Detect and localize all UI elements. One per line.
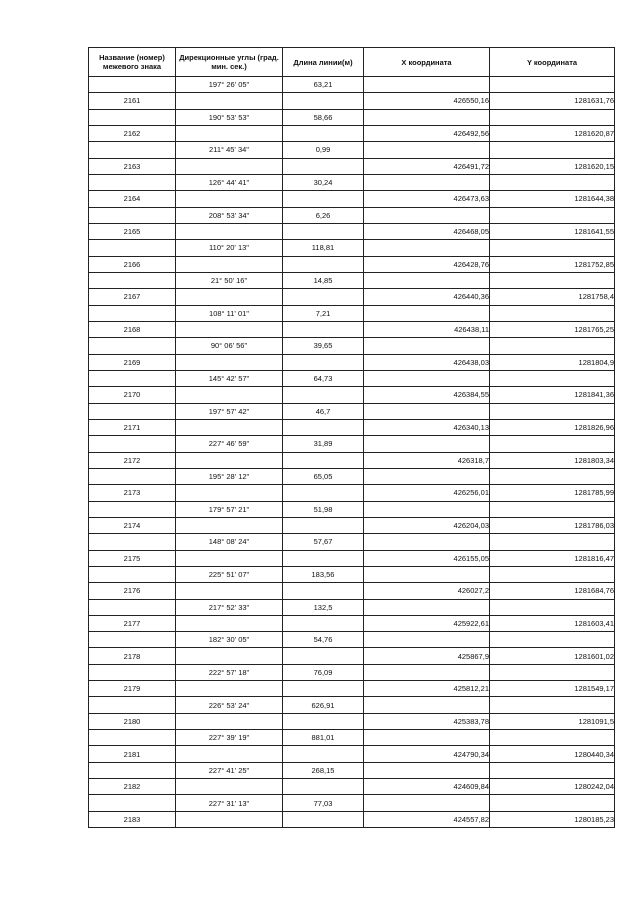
header-line-length: Длина линии(м) — [283, 48, 364, 77]
mark-name-cell — [89, 501, 176, 517]
x-coordinate-cell: 425383,78 — [364, 713, 490, 729]
direction-angle-cell — [176, 615, 283, 631]
header-x-coordinate: X координата — [364, 48, 490, 77]
table-row — [89, 795, 615, 811]
y-coordinate-cell — [490, 77, 615, 93]
header-row — [89, 48, 615, 77]
y-coordinate-cell — [490, 664, 615, 680]
direction-angle-cell: 195° 28' 12" — [176, 468, 283, 484]
mark-name-cell: 2172 — [89, 452, 176, 468]
table-row — [89, 762, 615, 778]
y-coordinate-cell: 1281752,85 — [490, 256, 615, 272]
mark-name-cell: 2175 — [89, 550, 176, 566]
y-coordinate-cell — [490, 142, 615, 158]
line-length-cell — [283, 223, 364, 239]
y-coordinate-cell: 1281641,55 — [490, 223, 615, 239]
direction-angle-cell — [176, 158, 283, 174]
mark-name-cell — [89, 109, 176, 125]
direction-angle-cell — [176, 289, 283, 305]
direction-angle-cell — [176, 387, 283, 403]
direction-angle-cell — [176, 256, 283, 272]
line-length-cell: 626,91 — [283, 697, 364, 713]
line-length-cell — [283, 779, 364, 795]
x-coordinate-cell — [364, 305, 490, 321]
direction-angle-cell — [176, 550, 283, 566]
y-coordinate-cell — [490, 632, 615, 648]
table-row — [89, 305, 615, 321]
line-length-cell: 183,56 — [283, 566, 364, 582]
line-length-cell: 39,65 — [283, 338, 364, 354]
y-coordinate-cell: 1281826,96 — [490, 419, 615, 435]
table-row — [89, 648, 615, 664]
x-coordinate-cell — [364, 77, 490, 93]
line-length-cell: 54,76 — [283, 632, 364, 648]
y-coordinate-cell: 1281765,25 — [490, 321, 615, 337]
line-length-cell: 118,81 — [283, 240, 364, 256]
table-row — [89, 664, 615, 680]
x-coordinate-cell — [364, 762, 490, 778]
direction-angle-cell: 148° 08' 24" — [176, 534, 283, 550]
mark-name-cell: 2168 — [89, 321, 176, 337]
x-coordinate-cell: 424790,34 — [364, 746, 490, 762]
mark-name-cell — [89, 77, 176, 93]
direction-angle-cell: 21° 50' 16" — [176, 272, 283, 288]
mark-name-cell — [89, 697, 176, 713]
y-coordinate-cell: 1280242,04 — [490, 779, 615, 795]
direction-angle-cell: 222° 57' 18" — [176, 664, 283, 680]
x-coordinate-cell — [364, 534, 490, 550]
direction-angle-cell: 145° 42' 57" — [176, 370, 283, 386]
direction-angle-cell: 225° 51' 07" — [176, 566, 283, 582]
direction-angle-cell: 227° 39' 19" — [176, 730, 283, 746]
direction-angle-cell: 227° 46' 59" — [176, 436, 283, 452]
direction-angle-cell: 197° 26' 05" — [176, 77, 283, 93]
mark-name-cell — [89, 664, 176, 680]
x-coordinate-cell: 426438,03 — [364, 354, 490, 370]
x-coordinate-cell — [364, 142, 490, 158]
x-coordinate-cell — [364, 338, 490, 354]
mark-name-cell — [89, 272, 176, 288]
table-row — [89, 746, 615, 762]
mark-name-cell — [89, 534, 176, 550]
line-length-cell: 6,26 — [283, 207, 364, 223]
y-coordinate-cell: 1281620,15 — [490, 158, 615, 174]
mark-name-cell: 2177 — [89, 615, 176, 631]
y-coordinate-cell — [490, 436, 615, 452]
x-coordinate-cell: 426384,55 — [364, 387, 490, 403]
direction-angle-cell: 179° 57' 21" — [176, 501, 283, 517]
mark-name-cell: 2165 — [89, 223, 176, 239]
mark-name-cell — [89, 207, 176, 223]
x-coordinate-cell: 426256,01 — [364, 485, 490, 501]
table-row — [89, 501, 615, 517]
direction-angle-cell: 208° 53' 34" — [176, 207, 283, 223]
x-coordinate-cell — [364, 795, 490, 811]
direction-angle-cell: 227° 31' 13" — [176, 795, 283, 811]
mark-name-cell — [89, 338, 176, 354]
line-length-cell — [283, 583, 364, 599]
y-coordinate-cell — [490, 534, 615, 550]
table-row — [89, 811, 615, 827]
direction-angle-cell: 217° 52' 33" — [176, 599, 283, 615]
line-length-cell — [283, 387, 364, 403]
mark-name-cell: 2174 — [89, 517, 176, 533]
direction-angle-cell: 182° 30' 05" — [176, 632, 283, 648]
y-coordinate-cell: 1280440,34 — [490, 746, 615, 762]
mark-name-cell — [89, 436, 176, 452]
x-coordinate-cell: 426027,2 — [364, 583, 490, 599]
direction-angle-cell — [176, 125, 283, 141]
direction-angle-cell: 226° 53' 24" — [176, 697, 283, 713]
table-row — [89, 517, 615, 533]
table-row — [89, 485, 615, 501]
table-row — [89, 534, 615, 550]
table-row — [89, 452, 615, 468]
x-coordinate-cell: 426438,11 — [364, 321, 490, 337]
x-coordinate-cell: 426318,7 — [364, 452, 490, 468]
mark-name-cell: 2176 — [89, 583, 176, 599]
x-coordinate-cell: 425922,61 — [364, 615, 490, 631]
line-length-cell: 268,15 — [283, 762, 364, 778]
table-row — [89, 125, 615, 141]
y-coordinate-cell — [490, 795, 615, 811]
y-coordinate-cell — [490, 370, 615, 386]
line-length-cell: 46,7 — [283, 403, 364, 419]
mark-name-cell — [89, 762, 176, 778]
x-coordinate-cell: 426440,36 — [364, 289, 490, 305]
direction-angle-cell: 126° 44' 41" — [176, 174, 283, 190]
line-length-cell — [283, 485, 364, 501]
line-length-cell: 14,85 — [283, 272, 364, 288]
y-coordinate-cell — [490, 305, 615, 321]
table-row — [89, 615, 615, 631]
table-row — [89, 419, 615, 435]
line-length-cell: 0,99 — [283, 142, 364, 158]
y-coordinate-cell: 1281631,76 — [490, 93, 615, 109]
y-coordinate-cell: 1280185,23 — [490, 811, 615, 827]
x-coordinate-cell — [364, 174, 490, 190]
direction-angle-cell — [176, 223, 283, 239]
mark-name-cell: 2166 — [89, 256, 176, 272]
direction-angle-cell — [176, 583, 283, 599]
y-coordinate-cell: 1281786,03 — [490, 517, 615, 533]
table-row — [89, 387, 615, 403]
table-body — [89, 77, 615, 828]
mark-name-cell — [89, 599, 176, 615]
y-coordinate-cell: 1281684,76 — [490, 583, 615, 599]
line-length-cell — [283, 158, 364, 174]
table-row — [89, 272, 615, 288]
y-coordinate-cell — [490, 599, 615, 615]
header-y-coordinate: Y координата — [490, 48, 615, 77]
line-length-cell: 77,03 — [283, 795, 364, 811]
table-row — [89, 191, 615, 207]
line-length-cell: 7,21 — [283, 305, 364, 321]
header-mark-name: Название (номер) межевого знака — [89, 48, 176, 77]
table-row — [89, 321, 615, 337]
direction-angle-cell: 211° 45' 34" — [176, 142, 283, 158]
table-row — [89, 697, 615, 713]
x-coordinate-cell — [364, 403, 490, 419]
table-row — [89, 158, 615, 174]
table-row — [89, 681, 615, 697]
direction-angle-cell — [176, 419, 283, 435]
table-row — [89, 370, 615, 386]
mark-name-cell — [89, 370, 176, 386]
x-coordinate-cell: 425867,9 — [364, 648, 490, 664]
table-row — [89, 583, 615, 599]
line-length-cell: 58,66 — [283, 109, 364, 125]
mark-name-cell: 2181 — [89, 746, 176, 762]
y-coordinate-cell — [490, 338, 615, 354]
y-coordinate-cell — [490, 240, 615, 256]
direction-angle-cell — [176, 779, 283, 795]
line-length-cell: 881,01 — [283, 730, 364, 746]
table-row — [89, 632, 615, 648]
x-coordinate-cell: 426428,76 — [364, 256, 490, 272]
mark-name-cell: 2163 — [89, 158, 176, 174]
mark-name-cell: 2180 — [89, 713, 176, 729]
table-row — [89, 354, 615, 370]
y-coordinate-cell: 1281549,17 — [490, 681, 615, 697]
mark-name-cell: 2178 — [89, 648, 176, 664]
mark-name-cell — [89, 403, 176, 419]
direction-angle-cell — [176, 93, 283, 109]
line-length-cell — [283, 419, 364, 435]
x-coordinate-cell: 426204,03 — [364, 517, 490, 533]
table-row — [89, 730, 615, 746]
direction-angle-cell — [176, 681, 283, 697]
line-length-cell: 51,98 — [283, 501, 364, 517]
mark-name-cell — [89, 142, 176, 158]
x-coordinate-cell — [364, 632, 490, 648]
y-coordinate-cell: 1281644,38 — [490, 191, 615, 207]
line-length-cell: 64,73 — [283, 370, 364, 386]
direction-angle-cell — [176, 485, 283, 501]
table-row — [89, 256, 615, 272]
mark-name-cell: 2164 — [89, 191, 176, 207]
table-row — [89, 240, 615, 256]
x-coordinate-cell: 426492,56 — [364, 125, 490, 141]
y-coordinate-cell: 1281758,4 — [490, 289, 615, 305]
table-row — [89, 223, 615, 239]
x-coordinate-cell: 426340,13 — [364, 419, 490, 435]
line-length-cell — [283, 256, 364, 272]
table-row — [89, 713, 615, 729]
direction-angle-cell — [176, 713, 283, 729]
table-row — [89, 566, 615, 582]
line-length-cell — [283, 713, 364, 729]
line-length-cell — [283, 125, 364, 141]
direction-angle-cell: 110° 20' 13" — [176, 240, 283, 256]
x-coordinate-cell — [364, 730, 490, 746]
y-coordinate-cell: 1281601,02 — [490, 648, 615, 664]
x-coordinate-cell — [364, 501, 490, 517]
x-coordinate-cell — [364, 436, 490, 452]
table-row — [89, 109, 615, 125]
x-coordinate-cell — [364, 240, 490, 256]
y-coordinate-cell — [490, 697, 615, 713]
y-coordinate-cell: 1281804,9 — [490, 354, 615, 370]
x-coordinate-cell: 425812,21 — [364, 681, 490, 697]
line-length-cell — [283, 517, 364, 533]
mark-name-cell: 2173 — [89, 485, 176, 501]
mark-name-cell — [89, 632, 176, 648]
table-row — [89, 599, 615, 615]
table-row — [89, 93, 615, 109]
mark-name-cell — [89, 468, 176, 484]
x-coordinate-cell — [364, 468, 490, 484]
x-coordinate-cell — [364, 697, 490, 713]
mark-name-cell — [89, 566, 176, 582]
y-coordinate-cell — [490, 468, 615, 484]
table-row — [89, 174, 615, 190]
line-length-cell: 30,24 — [283, 174, 364, 190]
line-length-cell — [283, 648, 364, 664]
x-coordinate-cell — [364, 599, 490, 615]
mark-name-cell — [89, 240, 176, 256]
x-coordinate-cell — [364, 207, 490, 223]
x-coordinate-cell — [364, 272, 490, 288]
direction-angle-cell — [176, 191, 283, 207]
mark-name-cell: 2179 — [89, 681, 176, 697]
table-header — [89, 48, 615, 77]
line-length-cell — [283, 746, 364, 762]
y-coordinate-cell — [490, 403, 615, 419]
line-length-cell — [283, 681, 364, 697]
line-length-cell — [283, 550, 364, 566]
line-length-cell — [283, 452, 364, 468]
y-coordinate-cell — [490, 730, 615, 746]
y-coordinate-cell: 1281603,41 — [490, 615, 615, 631]
y-coordinate-cell: 1281803,34 — [490, 452, 615, 468]
y-coordinate-cell — [490, 272, 615, 288]
direction-angle-cell — [176, 321, 283, 337]
mark-name-cell — [89, 305, 176, 321]
mark-name-cell: 2170 — [89, 387, 176, 403]
line-length-cell — [283, 811, 364, 827]
line-length-cell: 76,09 — [283, 664, 364, 680]
direction-angle-cell: 197° 57' 42" — [176, 403, 283, 419]
line-length-cell — [283, 93, 364, 109]
x-coordinate-cell — [364, 370, 490, 386]
mark-name-cell: 2171 — [89, 419, 176, 435]
y-coordinate-cell: 1281091,5 — [490, 713, 615, 729]
line-length-cell — [283, 321, 364, 337]
y-coordinate-cell — [490, 207, 615, 223]
mark-name-cell — [89, 730, 176, 746]
line-length-cell: 132,5 — [283, 599, 364, 615]
direction-angle-cell — [176, 746, 283, 762]
x-coordinate-cell — [364, 566, 490, 582]
line-length-cell: 63,21 — [283, 77, 364, 93]
table-row — [89, 77, 615, 93]
mark-name-cell: 2182 — [89, 779, 176, 795]
table-row — [89, 207, 615, 223]
mark-name-cell: 2167 — [89, 289, 176, 305]
y-coordinate-cell — [490, 762, 615, 778]
y-coordinate-cell: 1281841,36 — [490, 387, 615, 403]
table-row — [89, 468, 615, 484]
direction-angle-cell — [176, 811, 283, 827]
direction-angle-cell: 90° 06' 56" — [176, 338, 283, 354]
x-coordinate-cell: 424557,82 — [364, 811, 490, 827]
line-length-cell: 31,89 — [283, 436, 364, 452]
mark-name-cell: 2169 — [89, 354, 176, 370]
x-coordinate-cell: 426550,16 — [364, 93, 490, 109]
y-coordinate-cell — [490, 174, 615, 190]
direction-angle-cell — [176, 354, 283, 370]
x-coordinate-cell: 424609,84 — [364, 779, 490, 795]
table-row — [89, 550, 615, 566]
x-coordinate-cell: 426155,05 — [364, 550, 490, 566]
y-coordinate-cell — [490, 109, 615, 125]
mark-name-cell — [89, 174, 176, 190]
y-coordinate-cell — [490, 501, 615, 517]
line-length-cell — [283, 191, 364, 207]
direction-angle-cell — [176, 517, 283, 533]
mark-name-cell: 2161 — [89, 93, 176, 109]
mark-name-cell: 2162 — [89, 125, 176, 141]
y-coordinate-cell: 1281620,87 — [490, 125, 615, 141]
line-length-cell — [283, 615, 364, 631]
x-coordinate-cell — [364, 109, 490, 125]
table-row — [89, 403, 615, 419]
x-coordinate-cell: 426491,72 — [364, 158, 490, 174]
y-coordinate-cell: 1281816,47 — [490, 550, 615, 566]
mark-name-cell — [89, 795, 176, 811]
x-coordinate-cell — [364, 664, 490, 680]
mark-name-cell: 2183 — [89, 811, 176, 827]
x-coordinate-cell: 426473,63 — [364, 191, 490, 207]
table-row — [89, 436, 615, 452]
table-row — [89, 142, 615, 158]
y-coordinate-cell — [490, 566, 615, 582]
boundary-coordinates-table — [88, 47, 615, 828]
direction-angle-cell — [176, 648, 283, 664]
header-direction-angle: Дирекционные углы (град. мин. сек.) — [176, 48, 283, 77]
table-row — [89, 338, 615, 354]
direction-angle-cell: 227° 41' 25" — [176, 762, 283, 778]
line-length-cell: 65,05 — [283, 468, 364, 484]
line-length-cell — [283, 289, 364, 305]
direction-angle-cell: 190° 53' 53" — [176, 109, 283, 125]
y-coordinate-cell: 1281785,99 — [490, 485, 615, 501]
x-coordinate-cell: 426468,05 — [364, 223, 490, 239]
direction-angle-cell — [176, 452, 283, 468]
direction-angle-cell: 108° 11' 01" — [176, 305, 283, 321]
table-row — [89, 289, 615, 305]
table-row — [89, 779, 615, 795]
line-length-cell — [283, 354, 364, 370]
line-length-cell: 57,67 — [283, 534, 364, 550]
